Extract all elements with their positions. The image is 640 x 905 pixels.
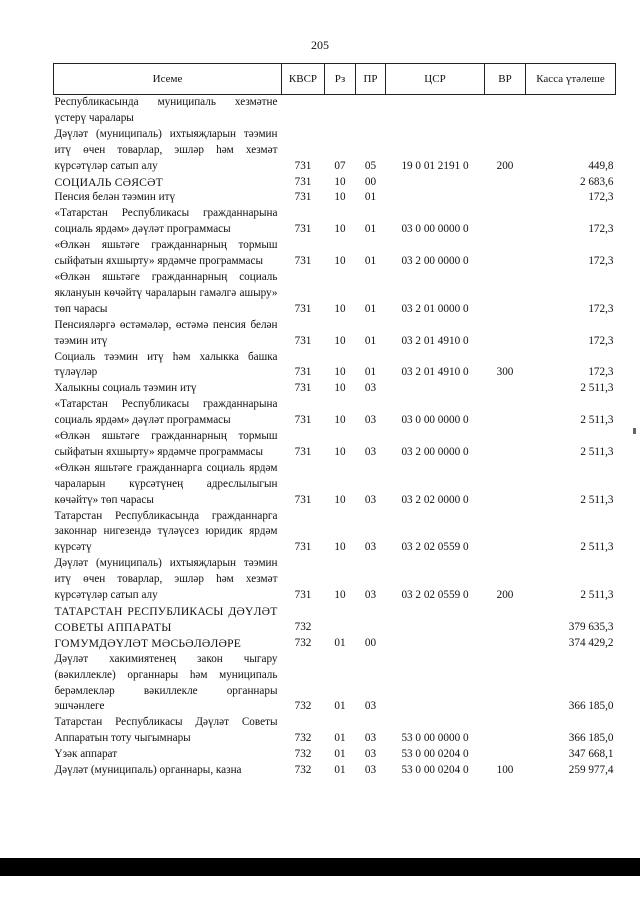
- cell-amount: 172,3: [588, 302, 614, 315]
- cell-kvsr: 731: [294, 191, 312, 204]
- header-vr: ВР: [485, 64, 526, 95]
- cell-name: Дәүләт (муниципаль) ихтыяҗларын тәэмин итү өчен товарлар, эшләр һәм хезмәт күрсәтүләр сатып алу: [54, 557, 278, 602]
- cell-vr: [485, 509, 526, 557]
- cell-vr: [485, 636, 526, 652]
- cell-amount: 2 511,3: [580, 493, 614, 506]
- cell-pr: 05: [364, 159, 377, 172]
- cell-kvsr: 732: [294, 700, 312, 713]
- cell-amount: 2 683,6: [579, 175, 614, 188]
- cell-csr: 03 2 00 0000 0: [401, 255, 469, 268]
- cell-amount: 2 511,3: [580, 445, 614, 458]
- header-name: Исеме: [54, 64, 282, 95]
- cell-csr: 03 2 00 0000 0: [401, 445, 469, 458]
- cell-amount: 449,8: [588, 159, 614, 172]
- cell-csr: 03 2 02 0559 0: [401, 589, 469, 602]
- cell-kvsr: 732: [294, 636, 312, 649]
- scan-edge-mark: [633, 428, 636, 434]
- cell-rz: 01: [334, 748, 346, 761]
- table-row: [54, 509, 616, 557]
- cell-name: Пенсия белән тәэмин итү: [54, 191, 176, 204]
- cell-name: ГОМУМДӘҮЛӘТ МӘСЬӘЛӘЛӘРЕ: [54, 636, 242, 650]
- cell-name: Дәүләт хакимиятенең закон чыгару (вәкиллекле) органнары һәм муниципаль берәмлекләр вәкиллекле органнары эшчәнлеге: [54, 652, 278, 713]
- cell-amount: 366 185,0: [568, 732, 614, 745]
- cell-vr: [485, 715, 526, 747]
- cell-csr: 03 0 00 0000 0: [401, 223, 469, 236]
- cell-amount: 172,3: [588, 255, 614, 268]
- cell-amount: 2 511,3: [580, 382, 614, 395]
- table-row: [54, 397, 616, 429]
- cell-csr: 19 0 01 2191 0: [401, 159, 469, 172]
- table-row: [54, 318, 616, 350]
- cell-name: Дәүләт (муниципаль) ихтыяҗларын тәэмин итү өчен товарлар, эшләр һәм хезмәт күрсәтүләр сатып алу: [54, 127, 278, 172]
- cell-csr: [386, 604, 485, 636]
- table-row: [54, 715, 616, 747]
- cell-vr: [485, 206, 526, 238]
- cell-vr: 200: [496, 589, 514, 602]
- cell-kvsr: 731: [294, 382, 312, 395]
- cell-csr: 03 0 00 0000 0: [401, 414, 469, 427]
- cell-pr: 00: [364, 175, 377, 188]
- cell-csr: [386, 175, 485, 191]
- cell-pr: [356, 604, 386, 636]
- cell-name: Пенсияләргә өстәмәләр, өстәмә пенсия белән тәэмин итү: [54, 318, 278, 347]
- cell-name: «Өлкән яшьтәге гражданнарның тормыш сыйфатын яхшырту» ярдәмче программасы: [54, 430, 278, 458]
- cell-vr: 100: [496, 764, 514, 777]
- budget-table: [53, 63, 616, 779]
- cell-amount: 172,3: [588, 191, 614, 204]
- cell-vr: [485, 652, 526, 716]
- cell-rz: 10: [334, 334, 346, 347]
- cell-amount: 172,3: [588, 366, 614, 379]
- cell-kvsr: 731: [294, 414, 312, 427]
- cell-amount: 2 511,3: [580, 589, 614, 602]
- cell-csr: 03 2 01 4910 0: [401, 366, 469, 379]
- cell-rz: 10: [334, 175, 346, 188]
- table-row: [54, 206, 616, 238]
- cell-rz: 01: [334, 764, 346, 777]
- cell-csr: 53 0 00 0204 0: [401, 748, 469, 761]
- cell-rz: [325, 95, 356, 127]
- cell-pr: 03: [364, 382, 377, 395]
- cell-pr: 03: [364, 589, 377, 602]
- cell-pr: 01: [364, 255, 377, 268]
- cell-pr: 03: [364, 445, 377, 458]
- cell-name: Үзәк аппарат: [54, 748, 118, 761]
- cell-name: «Өлкән яшьтәге гражданнарның социаль яклануын көчәйтү чараларын гамәлгә ашыру» төп чарасы: [54, 270, 278, 315]
- cell-rz: 10: [334, 445, 346, 458]
- cell-amount: 374 429,2: [568, 636, 614, 649]
- cell-kvsr: 731: [294, 589, 312, 602]
- cell-rz: 10: [334, 366, 346, 379]
- cell-pr: [356, 95, 386, 127]
- cell-vr: [485, 604, 526, 636]
- cell-pr: 01: [364, 191, 377, 204]
- cell-vr: [485, 397, 526, 429]
- table-header-row: [54, 64, 616, 95]
- cell-vr: [485, 318, 526, 350]
- cell-kvsr: 731: [294, 302, 312, 315]
- cell-vr: [485, 381, 526, 397]
- cell-rz: 10: [334, 191, 346, 204]
- cell-pr: 01: [364, 223, 377, 236]
- cell-name: «Татарстан Республикасы гражданнарына социаль ярдәм» дәүләт программасы: [54, 398, 278, 427]
- table-row: [54, 175, 616, 191]
- cell-name: «Татарстан Республикасы гражданнарына социаль ярдәм» дәүләт программасы: [54, 207, 278, 236]
- page-number: 205: [311, 38, 329, 52]
- table-row: [54, 652, 616, 716]
- cell-kvsr: 731: [294, 541, 312, 554]
- cell-amount: [526, 95, 616, 127]
- cell-kvsr: 731: [294, 255, 312, 268]
- header-rz: Рз: [325, 64, 356, 95]
- cell-pr: 01: [364, 334, 377, 347]
- cell-kvsr: 732: [294, 748, 312, 761]
- cell-csr: [386, 652, 485, 716]
- cell-name: «Өлкән яшьтәге гражданнарга социаль ярдәм чараларын күрсәтүнең адреслылыгын көчәйтү» төп чарасы: [54, 461, 278, 506]
- table-row: [54, 429, 616, 461]
- cell-kvsr: 732: [294, 620, 312, 633]
- cell-pr: 03: [364, 764, 377, 777]
- cell-csr: [386, 95, 485, 127]
- cell-csr: [386, 636, 485, 652]
- cell-rz: 10: [334, 589, 346, 602]
- cell-amount: 2 511,3: [580, 541, 614, 554]
- table-row: [54, 350, 616, 382]
- cell-name: СОЦИАЛЬ СӘЯСӘТ: [54, 175, 163, 189]
- cell-csr: [386, 190, 485, 206]
- cell-vr: [485, 747, 526, 763]
- header-csr: ЦСР: [386, 64, 485, 95]
- table-row: [54, 747, 616, 763]
- cell-vr: 300: [496, 366, 514, 379]
- table-row: [54, 604, 616, 636]
- cell-pr: 03: [364, 493, 377, 506]
- cell-rz: [325, 604, 356, 636]
- table-row: [54, 270, 616, 318]
- cell-amount: 2 511,3: [580, 414, 614, 427]
- cell-pr: 03: [364, 748, 377, 761]
- cell-csr: 53 0 00 0204 0: [401, 764, 469, 777]
- table-row: [54, 238, 616, 270]
- cell-name: Дәүләт (муниципаль) органнары, казна: [54, 764, 242, 777]
- cell-vr: [485, 238, 526, 270]
- cell-name: Татарстан Республикасында гражданнарга законнар нигезендә түләүсез юридик ярдәм күрсәтү: [54, 509, 278, 554]
- table-row: [54, 381, 616, 397]
- table-row: [54, 461, 616, 509]
- cell-vr: [485, 429, 526, 461]
- cell-csr: 53 0 00 0000 0: [401, 732, 469, 745]
- cell-amount: 366 185,0: [568, 700, 614, 713]
- cell-vr: [485, 175, 526, 191]
- cell-kvsr: 732: [294, 732, 312, 745]
- cell-name: «Өлкән яшьтәге гражданнарның тормыш сыйфатын яхшырту» ярдәмче программасы: [54, 239, 278, 268]
- scan-bottom-border: [0, 858, 640, 876]
- cell-rz: 10: [334, 493, 346, 506]
- cell-rz: 10: [334, 223, 346, 236]
- cell-rz: 01: [334, 700, 346, 713]
- cell-pr: 01: [364, 366, 377, 379]
- cell-pr: 03: [364, 732, 377, 745]
- cell-rz: 10: [334, 541, 346, 554]
- cell-name: Татарстан Республикасы Дәүләт Советы Аппаратын тоту чыгымнары: [54, 716, 278, 745]
- table-row: [54, 95, 616, 127]
- cell-amount: 347 668,1: [568, 748, 614, 761]
- cell-pr: 03: [364, 414, 377, 427]
- cell-rz: 10: [334, 255, 346, 268]
- cell-name: Халыкны социаль тәэмин итү: [54, 382, 197, 395]
- cell-pr: 03: [364, 541, 377, 554]
- cell-vr: [485, 95, 526, 127]
- cell-csr: [386, 381, 485, 397]
- cell-pr: 00: [364, 636, 377, 649]
- cell-csr: 03 2 02 0000 0: [401, 493, 469, 506]
- table-row: [54, 190, 616, 206]
- cell-kvsr: 731: [294, 366, 312, 379]
- cell-rz: 10: [334, 302, 346, 315]
- cell-rz: 07: [334, 159, 346, 172]
- table-body: [54, 95, 616, 779]
- cell-amount: 172,3: [588, 223, 614, 236]
- cell-kvsr: 731: [294, 445, 312, 458]
- cell-kvsr: 731: [294, 334, 312, 347]
- cell-kvsr: 731: [294, 159, 312, 172]
- cell-rz: 01: [334, 636, 346, 649]
- cell-rz: 10: [334, 382, 346, 395]
- cell-kvsr: 731: [294, 175, 312, 188]
- header-kvsr: КВСР: [282, 64, 325, 95]
- cell-csr: 03 2 02 0559 0: [401, 541, 469, 554]
- cell-vr: [485, 270, 526, 318]
- cell-kvsr: 731: [294, 223, 312, 236]
- cell-amount: 259 977,4: [568, 764, 614, 777]
- cell-vr: [485, 461, 526, 509]
- cell-amount: 379 635,3: [568, 620, 614, 633]
- cell-name: Социаль тәэмин итү һәм халыкка башка түләүләр: [54, 350, 278, 379]
- cell-name: Республикасында муниципаль хезмәтне үстерү чаралары: [54, 96, 278, 124]
- cell-csr: 03 2 01 4910 0: [401, 334, 469, 347]
- cell-kvsr: 731: [294, 493, 312, 506]
- cell-csr: 03 2 01 0000 0: [401, 302, 469, 315]
- cell-pr: 03: [364, 700, 377, 713]
- header-amount: Касса үтәлеше: [526, 64, 616, 95]
- cell-kvsr: [282, 95, 325, 127]
- cell-pr: 01: [364, 302, 377, 315]
- cell-name: ТАТАРСТАН РЕСПУБЛИКАСЫ ДӘҮЛӘТ СОВЕТЫ АППАРАТЫ: [54, 605, 278, 634]
- table-row: [54, 556, 616, 604]
- table-row: [54, 763, 616, 779]
- header-pr: ПР: [356, 64, 386, 95]
- table-row: [54, 636, 616, 652]
- cell-vr: 200: [496, 159, 514, 172]
- cell-vr: [485, 190, 526, 206]
- cell-rz: 01: [334, 732, 346, 745]
- cell-kvsr: 732: [294, 764, 312, 777]
- cell-rz: 10: [334, 414, 346, 427]
- cell-amount: 172,3: [588, 334, 614, 347]
- table-row: [54, 127, 616, 175]
